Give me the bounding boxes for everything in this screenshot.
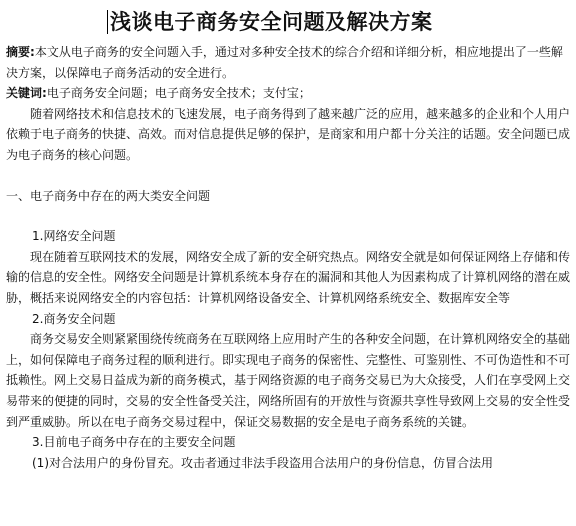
network-security-paragraph: 现在随着互联网技术的发展，网络安全成了新的安全研究热点。网络安全就是如何保证网络上存储和传输的信息的安全性。网络安全问题是计算机系统本身存在的漏洞和其他人为因素构成了计算机网络的潜在威胁，概括来说网络安全的内容包括：计算机网络设备安全、计算机网络系统安全、数据库安全等 — [6, 249, 571, 305]
blank-line — [6, 166, 572, 186]
keywords-paragraph — [6, 83, 572, 104]
abstract-text: 本文从电子商务的安全问题入手，通过对多种安全技术的综合介绍和详细分析，相应地提出了一些解决方案，以保障电子商务活动的安全进行。 — [6, 45, 563, 80]
keywords-text: 电子商务安全问题；电子商务安全技术；支付宝； — [46, 86, 311, 101]
keywords-label: 关键词: — [6, 86, 47, 101]
blank-line — [6, 206, 572, 226]
abstract-label: 摘要: — [6, 45, 35, 59]
subsection-heading: 1.网络安全问题 — [32, 229, 116, 244]
subsection-heading: 3.目前电子商务中存在的主要安全问题 — [32, 435, 236, 450]
list-item: (1)对合法用户的身份冒充。攻击者通过非法手段盗用合法用户的身份信息，仿冒合法用 — [32, 455, 494, 470]
text-cursor — [107, 10, 108, 34]
intro-paragraph: 随着网络技术和信息技术的飞速发展，电子商务得到了越来越广泛的应用，越来越多的企业和个人用户依赖于电子商务的快捷、高效。而对信息提供足够的保护，是商家和用户都十分关注的话题。安全问题已成为电子商务的核心问题。 — [6, 106, 571, 162]
document-title: 浅谈电子商务安全问题及解决方案 — [110, 9, 433, 34]
section-heading: 一、电子商务中存在的两大类安全问题 — [6, 188, 211, 203]
abstract-paragraph — [6, 42, 572, 83]
document-body — [6, 42, 572, 473]
subsection-heading: 2.商务安全问题 — [32, 311, 116, 326]
business-security-paragraph: 商务交易安全则紧紧围绕传统商务在互联网络上应用时产生的各种安全问题，在计算机网络安全的基础上，如何保障电子商务过程的顺利进行。即实现电子商务的保密性、完整性、可鉴别性、不可伪造性和不可抵赖性。网上交易日益成为新的商务模式，基于网络资源的电子商务交易已为大众接受，人们在享受网上交易带来的便捷的同时，交易的安全性备受关注，网络所固有的开放性与资源共享性导致网上交易的安全性受到严重威胁。所以在电子商务交易过程中，保证交易数据的安全是电子商务系统的关键。 — [6, 332, 571, 429]
